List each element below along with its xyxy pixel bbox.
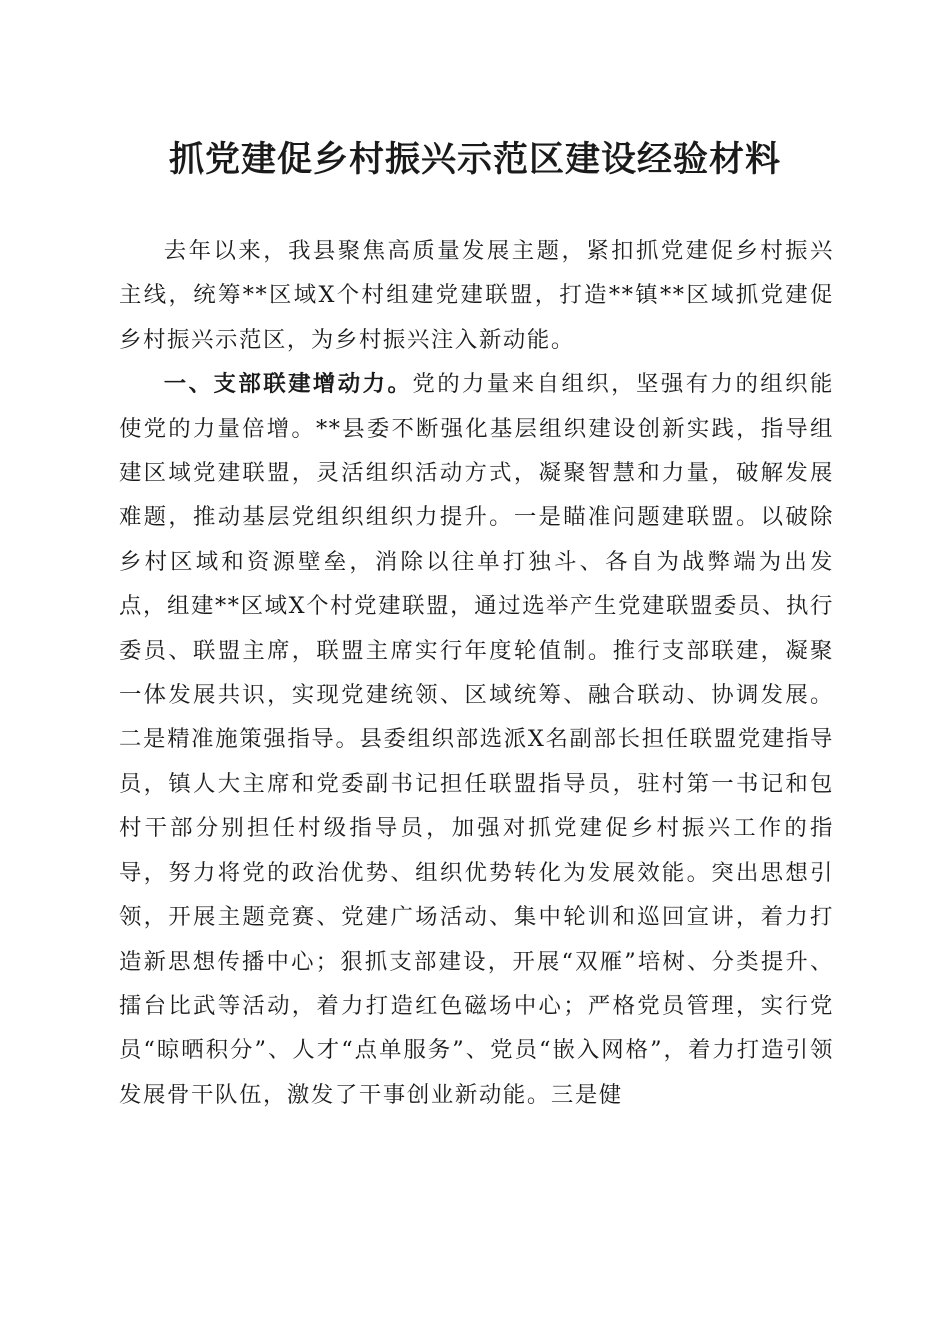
paragraph-section-one [119,362,834,1117]
paragraph-intro [119,229,834,362]
document-title: 抓党建促乡村振兴示范区建设经验材料 [168,139,781,180]
document-body [119,229,834,1117]
paragraph-text: 去年以来，我县聚焦高质量发展主题，紧扣抓党建促乡村振兴主线，统筹**区域X个村组建党建联盟，打造**镇**区域抓党建促乡村振兴示范区，为乡村振兴注入新动能。 [119,238,834,353]
section-heading: 一、支部联建增动力。 [163,371,413,398]
paragraph-text: 党的力量来自组织，坚强有力的组织能使党的力量倍增。**县委不断强化基层组织建设创新实践，指导组建区域党建联盟，灵活组织活动方式，凝聚智慧和力量，破解发展难题，推动基层党组织组织力提升。一是瞄准问题建联盟。以破除乡村区域和资源壁垒，消除以往单打独斗、各自为战弊端为出发点，组建**区域X个村党建联盟，通过选举产生党建联盟委员、执行委员、联盟主席，联盟主席实行年度轮值制。推行支部联建，凝聚一体发展共识，实现党建统领、区域统筹、融合联动、协调发展。二是精准施策强指导。县委组织部选派X名副部长担任联盟党建指导员，镇人大主席和党委副书记担任联盟指导员，驻村第一书记和包村干部分别担任村级指导员，加强对抓党建促乡村振兴工作的指导，努力将党的政治优势、组织优势转化为发展效能。突出思想引领，开展主题竞赛、党建广场活动、集中轮训和巡回宣讲，着力打造新思想传播中心；狠抓支部建设，开展“双雁”培树、分类提升、擂台比武等活动，着力打造红色磁场中心；严格党员管理，实行党员“晾晒积分”、人才“点单服务”、党员“嵌入网格”，着力打造引领发展骨干队伍，激发了干事创业新动能。三是健 [119,371,835,1108]
